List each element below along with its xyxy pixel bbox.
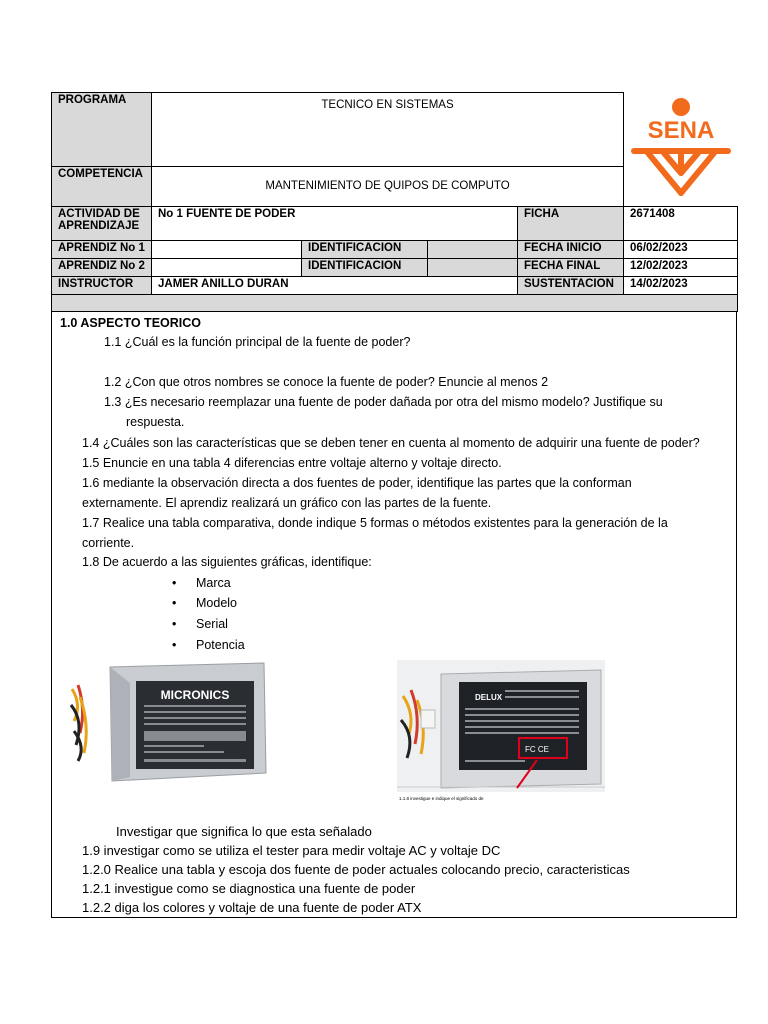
img2-caption: 1.1.8 investigue e indique el significado de	[399, 795, 484, 801]
instructor-value: JAMER ANILLO DURAN	[152, 276, 518, 294]
psu-photo-micronics	[68, 661, 268, 785]
question-1-7: 1.7 Realice una tabla comparativa, donde indique 5 formas o métodos existentes para la generación de la	[82, 515, 668, 530]
sena-logo	[624, 93, 738, 207]
question-1-2-1: 1.2.1 investigue como se diagnostica una fuente de poder	[82, 880, 416, 896]
sustentacion-label: SUSTENTACION	[518, 276, 624, 294]
delux-brand: DELUX	[475, 692, 503, 702]
fecha-inicio-value: 06/02/2023	[624, 240, 738, 258]
ficha-value: 2671408	[624, 206, 738, 240]
fecha-final-label: FECHA FINAL	[518, 258, 624, 276]
svg-text:FC CE: FC CE	[525, 744, 549, 754]
logo-text: SENA	[647, 116, 715, 144]
aprendiz1-value	[152, 240, 302, 258]
header-table	[51, 92, 738, 312]
competencia-label: COMPETENCIA	[52, 167, 152, 206]
actividad-label-line1: ACTIVIDAD DE	[58, 207, 140, 220]
actividad-label	[52, 206, 152, 240]
aprendiz2-value	[152, 258, 302, 276]
sustentacion-value: 14/02/2023	[624, 276, 738, 294]
document-sheet	[51, 92, 737, 918]
sena-logo-icon	[626, 93, 736, 203]
psu-photo-delux	[397, 660, 605, 802]
aprendiz2-label: APRENDIZ No 2	[52, 258, 152, 276]
question-1-5: 1.5 Enuncie en una tabla 4 diferencias entre voltaje alterno y voltaje directo.	[82, 455, 502, 470]
fecha-final-value: 12/02/2023	[624, 258, 738, 276]
identificacion1-label: IDENTIFICACION	[302, 240, 428, 258]
instructor-label: INSTRUCTOR	[52, 276, 152, 294]
question-1-3-cont: respuesta.	[126, 414, 185, 429]
question-1-1: 1.1 ¿Cuál es la función principal de la fuente de poder?	[104, 334, 411, 349]
programa-value: TECNICO EN SISTEMAS	[152, 93, 624, 167]
question-1-8: 1.8 De acuerdo a las siguientes gráficas, identifique:	[82, 554, 372, 569]
question-1-4: 1.4 ¿Cuáles son las características que se deben tener en cuenta al momento de adquirir una fuente de poder?	[82, 435, 700, 450]
investigar-text: Investigar que significa lo que esta señalado	[116, 823, 372, 839]
identificacion2-value	[428, 258, 518, 276]
question-1-6: 1.6 mediante la observación directa a dos fuentes de poder, identifique las partes que la conforman	[82, 475, 632, 490]
competencia-value: MANTENIMIENTO DE QUIPOS DE COMPUTO	[152, 167, 624, 206]
actividad-value: No 1 FUENTE DE PODER	[152, 206, 518, 240]
question-1-6-cont: externamente. El aprendiz realizará un gráfico con las partes de la fuente.	[82, 495, 492, 510]
programa-label: PROGRAMA	[52, 93, 152, 167]
aprendiz1-label: APRENDIZ No 1	[52, 240, 152, 258]
content-box: 1.0 ASPECTO TEORICO 1.1 ¿Cuál es la función principal de la fuente de poder? 1.2 ¿Con que otros nombres se conoce la fuente de poder? Enuncie al menos 2 1.3 ¿Es necesario reemplazar una fuente de poder dañada por otra del mismo modelo? Justifique su respuesta. 1.4 ¿Cuáles son las características que se deben tener en cuenta al momento de adquirir una fuente de poder? 1.5 Enuncie en una tabla 4 diferencias entre voltaje alterno y voltaje directo. 1.6 mediante la observación directa a dos fuentes de poder, identifique las partes que la conforman externamente. El aprendiz realizará un gráfico con las partes de la fuente. 1.7 Realice una tabla comparativa, donde indique 5 formas o métodos existentes para la generación de la corriente. 1.8 De acuerdo a las siguientes gráficas, identifique: • Marca • Modelo • Serial • Potencia MICRONICS DELUX FC CE 1.1.8 investigue e indique el significado de Investigar que significa lo que esta señalado 1.9 investigar como se utiliza el tester para medir voltaje AC y voltaje DC 1.2.0 Realice una tabla y escoja dos fuente de poder actuales colocando precio, caracteristicas 1.2.1 investigue como se diagnostica una fuente de poder 1.2.2 diga los colores y voltaje de una fuente de poder ATX	[51, 312, 737, 918]
identificacion2-label: IDENTIFICACION	[302, 258, 428, 276]
question-1-2-2: 1.2.2 diga los colores y voltaje de una fuente de poder ATX	[82, 899, 422, 915]
section-title: 1.0 ASPECTO TEORICO	[60, 315, 202, 330]
question-1-9: 1.9 investigar como se utiliza el tester para medir voltaje AC y voltaje DC	[82, 842, 501, 858]
fecha-inicio-label: FECHA INICIO	[518, 240, 624, 258]
question-1-2: 1.2 ¿Con que otros nombres se conoce la fuente de poder? Enuncie al menos 2	[104, 374, 549, 389]
question-1-2-0: 1.2.0 Realice una tabla y escoja dos fuente de poder actuales colocando precio, caracteristicas	[82, 861, 630, 877]
separator-row	[52, 294, 738, 311]
identificacion1-value	[428, 240, 518, 258]
question-1-7-cont: corriente.	[82, 535, 135, 550]
actividad-label-line2: APRENDIZAJE	[58, 219, 140, 232]
micronics-brand: MICRONICS	[160, 687, 230, 702]
question-1-3: 1.3 ¿Es necesario reemplazar una fuente de poder dañada por otra del mismo modelo? Justifique su	[104, 394, 663, 409]
ficha-label: FICHA	[518, 206, 624, 240]
